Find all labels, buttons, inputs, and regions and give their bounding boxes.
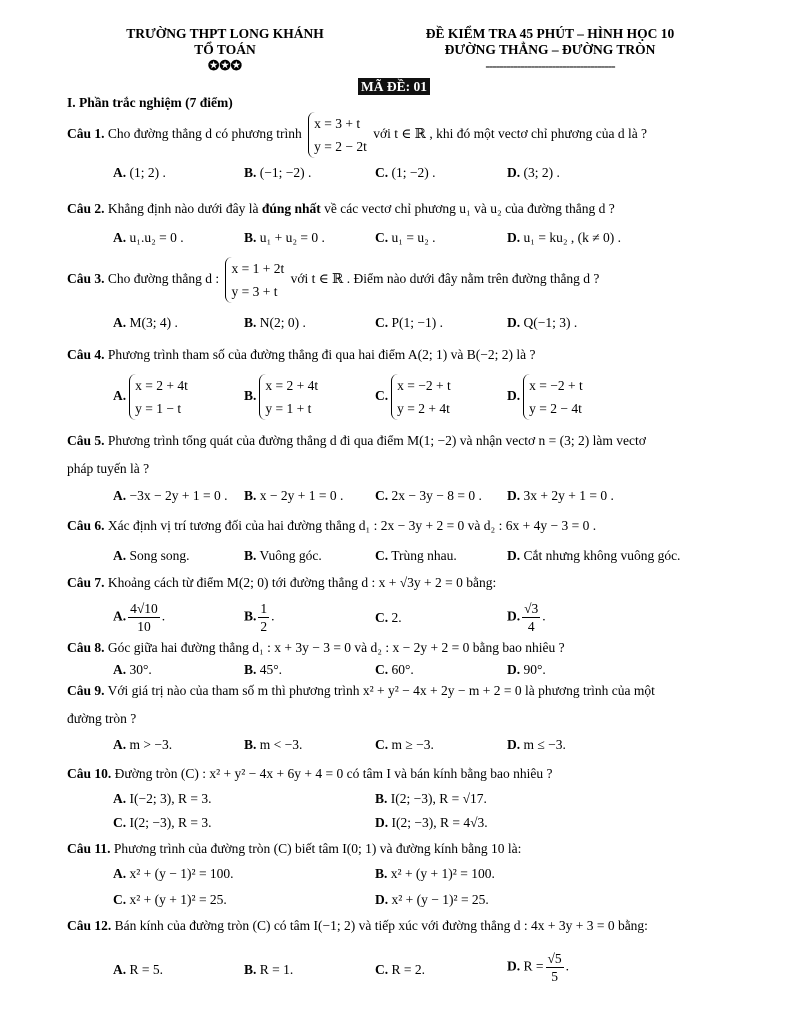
q12-option-c[interactable]: C. R = 2. [375, 962, 425, 977]
question-8: Câu 8. Góc giữa hai đường thẳng d₁ : x + 3y − 3 = 0 và d₂ : x − 2y + 2 = 0 bằng bao nhiêu ? [67, 640, 565, 655]
q10-option-c[interactable]: C. I(2; −3), R = 3. [113, 815, 212, 830]
q3-option-a[interactable]: A. M(3; 4) . [113, 315, 178, 330]
section-title: I. Phần trắc nghiệm (7 điểm) [67, 95, 233, 110]
q3-option-b[interactable]: B. N(2; 0) . [244, 315, 306, 330]
q1-option-b[interactable]: B. (−1; −2) . [244, 165, 312, 180]
question-6: Câu 6. Xác định vị trí tương đối của hai đường thẳng d₁ : 2x − 3y + 2 = 0 và d₂ : 6x + 4y − 3 = 0 . [67, 518, 597, 533]
q2-option-d[interactable]: D. u₁ = ku₂ , (k ≠ 0) . [507, 230, 622, 245]
exam-code-badge: MÃ ĐỀ: 01 [358, 78, 430, 95]
q12-option-d[interactable]: D. R = $\frac{√5}{5}$ . [507, 951, 570, 984]
q9-option-a[interactable]: A. m > −3. [113, 737, 173, 752]
question-7: Câu 7. Khoảng cách từ điểm M(2; 0) tới đường thẳng d : x + √3y + 2 = 0 bằng: [67, 575, 497, 590]
q1-option-c[interactable]: C. (1; −2) . [375, 165, 436, 180]
q10-option-b[interactable]: B. I(2; −3), R = √17. [375, 791, 487, 806]
q10-option-d[interactable]: D. I(2; −3), R = 4√3. [375, 815, 488, 830]
q11-option-b[interactable]: B. x² + (y + 1)² = 100. [375, 866, 495, 881]
q4-option-d[interactable]: D. x = −2 + t y = 2 − 4t [507, 374, 586, 420]
q6-option-a[interactable]: A. Song song. [113, 548, 190, 563]
school-name: TRƯỜNG THPT LONG KHÁNH [126, 26, 324, 41]
q6-option-d[interactable]: D. Cắt nhưng không vuông góc. [507, 548, 681, 563]
q4-option-b[interactable]: B. x = 2 + 4t y = 1 + t [244, 374, 321, 420]
q7-option-d[interactable]: D. $\frac{√3}{4}$ . [507, 601, 546, 634]
q8-option-d[interactable]: D. 90°. [507, 662, 546, 677]
question-3: Câu 3. Cho đường thẳng d : x = 1 + 2t y = 3 + t với t ∈ ℝ . Điểm nào dưới đây nằm trên đường thẳng d ? [67, 257, 707, 303]
question-2: Câu 2. Khẳng định nào dưới đây là đúng nhất về các vectơ chỉ phương u₁ và u₂ của đường thẳng d ? [67, 201, 615, 216]
q2-option-b[interactable]: B. u₁ + u₂ = 0 . [244, 230, 325, 245]
q7-option-c[interactable]: C. 2. [375, 610, 402, 625]
q10-option-a[interactable]: A. I(−2; 3), R = 3. [113, 791, 212, 806]
question-4: Câu 4. Phương trình tham số của đường thẳng đi qua hai điểm A(2; 1) và B(−2; 2) là ? [67, 347, 536, 362]
question-1: Câu 1. Cho đường thẳng d có phương trình x = 3 + t y = 2 − 2t với t ∈ ℝ , khi đó một vectơ chỉ phương của d là ? [67, 112, 707, 158]
q1-option-d[interactable]: D. (3; 2) . [507, 165, 560, 180]
question-10: Câu 10. Đường tròn (C) : x² + y² − 4x + 6y + 4 = 0 có tâm I và bán kính bằng bao nhiêu ? [67, 766, 553, 781]
q6-option-b[interactable]: B. Vuông góc. [244, 548, 322, 563]
q8-option-c[interactable]: C. 60°. [375, 662, 414, 677]
question-5: Câu 5. Phương trình tổng quát của đường thẳng d đi qua điểm M(1; −2) và nhận vectơ n = (3; 2) làm vectơ pháp tuyến là ? [67, 433, 646, 476]
q4-option-c[interactable]: C. x = −2 + t y = 2 + 4t [375, 374, 454, 420]
q5-option-c[interactable]: C. 2x − 3y − 8 = 0 . [375, 488, 482, 503]
q2-option-c[interactable]: C. u₁ = u₂ . [375, 230, 436, 245]
exam-header [395, 26, 705, 74]
q3-option-d[interactable]: D. Q(−1; 3) . [507, 315, 578, 330]
q5-option-d[interactable]: D. 3x + 2y + 1 = 0 . [507, 488, 614, 503]
q9-option-b[interactable]: B. m < −3. [244, 737, 303, 752]
q11-option-d[interactable]: D. x² + (y − 1)² = 25. [375, 892, 489, 907]
question-9: Câu 9. Với giá trị nào của tham số m thì phương trình x² + y² − 4x + 2y − m + 2 = 0 là phương trình của một đường tròn ? [67, 683, 655, 726]
q12-option-a[interactable]: A. R = 5. [113, 962, 163, 977]
q2-option-a[interactable]: A. u₁.u₂ = 0 . [113, 230, 184, 245]
q7-option-a[interactable]: A. $\frac{4√10}{10}$ . [113, 601, 166, 634]
school-header [100, 26, 350, 74]
q8-option-a[interactable]: A. 30°. [113, 662, 152, 677]
parametric-system: x = 1 + 2t y = 3 + t [225, 257, 284, 303]
q4-option-a[interactable]: A. x = 2 + 4t y = 1 − t [113, 374, 191, 420]
q11-option-a[interactable]: A. x² + (y − 1)² = 100. [113, 866, 234, 881]
separator-dashes: ------------------------------------- [485, 58, 615, 73]
q5-option-b[interactable]: B. x − 2y + 1 = 0 . [244, 488, 344, 503]
question-12: Câu 12. Bán kính của đường tròn (C) có tâm I(−1; 2) và tiếp xúc với đường thẳng d : 4x + 3y + 3 = 0 bằng: [67, 918, 648, 933]
q11-option-c[interactable]: C. x² + (y + 1)² = 25. [113, 892, 227, 907]
question-11: Câu 11. Phương trình của đường tròn (C) biết tâm I(0; 1) và đường kính bằng 10 là: [67, 841, 522, 856]
q5-option-a[interactable]: A. −3x − 2y + 1 = 0 . [113, 488, 228, 503]
q7-option-b[interactable]: B. $\frac{1}{2}$ . [244, 601, 275, 634]
exam-title: ĐỀ KIỂM TRA 45 PHÚT – HÌNH HỌC 10 [425, 26, 675, 41]
q1-option-a[interactable]: A. (1; 2) . [113, 165, 166, 180]
ornament: ✪✪✪ [208, 58, 242, 73]
q3-option-c[interactable]: C. P(1; −1) . [375, 315, 443, 330]
q12-option-b[interactable]: B. R = 1. [244, 962, 294, 977]
parametric-system: x = 3 + t y = 2 − 2t [308, 112, 367, 158]
q6-option-c[interactable]: C. Trùng nhau. [375, 548, 457, 563]
q9-option-d[interactable]: D. m ≤ −3. [507, 737, 566, 752]
department: TỔ TOÁN [194, 42, 256, 57]
q9-option-c[interactable]: C. m ≥ −3. [375, 737, 434, 752]
q8-option-b[interactable]: B. 45°. [244, 662, 283, 677]
exam-subject: ĐƯỜNG THẲNG – ĐƯỜNG TRÒN [444, 42, 656, 57]
